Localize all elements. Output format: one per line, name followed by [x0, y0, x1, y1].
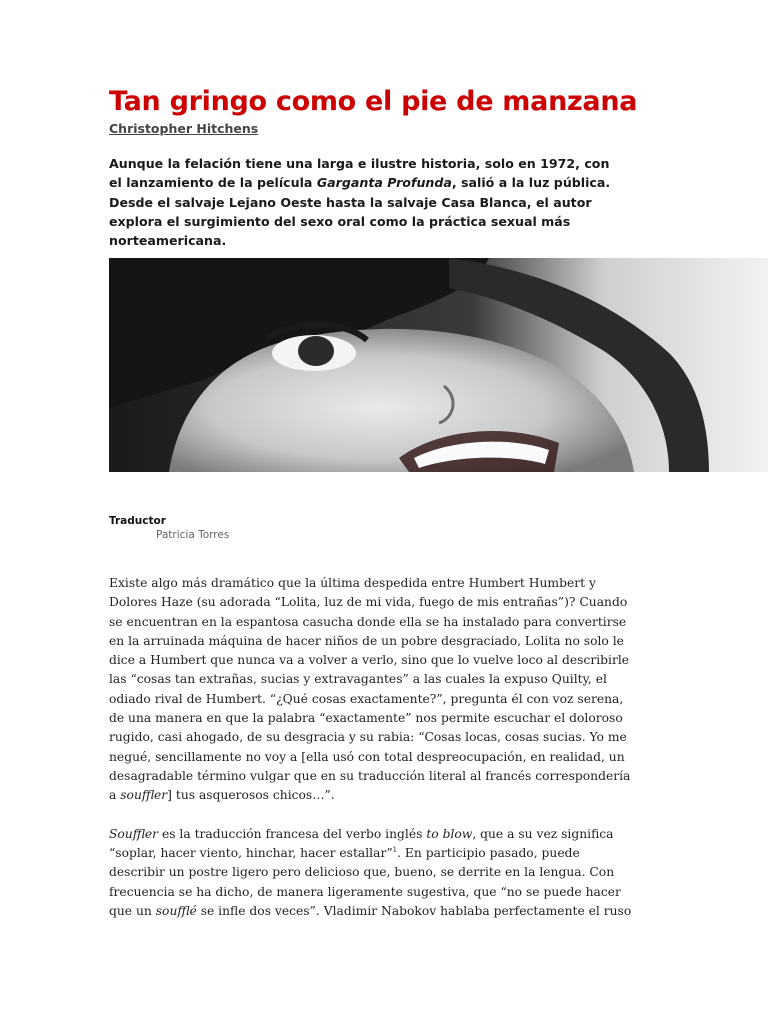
body-line: se encuentran en la espantosa casucha donde ella se ha instalado para convertirse	[109, 614, 627, 629]
body-line: Existe algo más dramático que la última despedida entre Humbert Humbert y	[109, 576, 596, 590]
italic-term: Souffler	[109, 826, 159, 841]
translator-label: Traductor	[109, 515, 166, 527]
body-line: negué, sencillamente no voy a [ella usó con total despreocupación, en realidad, un	[109, 749, 625, 764]
body-text: que un	[109, 904, 156, 919]
lede-line	[109, 173, 655, 192]
body-text: . En participio pasado, puede	[397, 846, 580, 861]
lede-text: el lanzamiento de la película	[109, 175, 317, 191]
footnote-ref[interactable]: 1	[392, 846, 398, 855]
translator-name: Patricia Torres	[156, 529, 230, 541]
body-text: , que a su vez significa	[472, 826, 614, 841]
lede-line: Aunque la felación tiene una larga e ilustre historia, solo en 1972, con	[109, 156, 610, 171]
article-photo	[109, 258, 768, 472]
article-lede	[109, 154, 655, 250]
italic-term: souffler	[120, 788, 168, 803]
lede-line: explora el surgimiento del sexo oral como la práctica sexual más	[109, 213, 571, 229]
lede-line: Desde el salvaje Lejano Oeste hasta la salvaje Casa Blanca, el autor	[109, 194, 592, 210]
body-line	[109, 844, 655, 863]
body-text: ] tus asquerosos chicos…”.	[167, 788, 335, 803]
body-line: describir un postre ligero pero delicioso que, bueno, se derrite en la lengua. Con	[109, 865, 615, 880]
body-line: frecuencia se ha dicho, de manera ligeramente sugestiva, que “no se puede hacer	[109, 884, 621, 899]
body-paragraph	[109, 825, 655, 921]
body-line	[109, 902, 655, 921]
lede-line: norteamericana.	[109, 233, 227, 249]
body-line: dice a Humbert que nunca va a volver a verlo, sino que lo vuelve loco al describirle	[109, 653, 630, 668]
body-line: de una manera en que la palabra “exactamente” nos permite escuchar el doloroso	[109, 711, 623, 726]
article-title: Tan gringo como el pie de manzana	[109, 86, 638, 117]
body-text: a	[109, 788, 121, 803]
body-line: odiado rival de Humbert. “¿Qué cosas exactamente?”, pregunta él con voz serena,	[109, 691, 624, 706]
italic-term: to blow	[426, 826, 473, 841]
film-title: Garganta Profunda	[316, 175, 452, 191]
author-link[interactable]: Christopher Hitchens	[109, 121, 259, 136]
body-line	[109, 825, 655, 844]
body-paragraph	[109, 574, 655, 806]
body-line: Dolores Haze (su adorada “Lolita, luz de mi vida, fuego de mis entrañas”)? Cuando	[109, 595, 628, 610]
body-text: se infle dos veces”. Vladimir Nabokov hablaba perfectamente el ruso	[196, 904, 632, 919]
italic-term: soufflé	[155, 904, 197, 919]
body-text: es la traducción francesa del verbo inglés	[158, 826, 427, 841]
body-line: las “cosas tan extrañas, sucias y extravagantes” a las cuales la expuso Quilty, el	[109, 672, 607, 687]
body-line	[109, 786, 655, 805]
article-header	[109, 86, 655, 250]
body-line: desagradable término vulgar que en su traducción literal al francés correspondería	[109, 768, 631, 783]
lede-text: , salió a la luz pública.	[451, 175, 611, 191]
article-body	[109, 574, 655, 921]
body-line: rugido, casi ahogado, de su desgracia y su rabia: “Cosas locas, cosas sucias. Yo me	[109, 730, 627, 745]
body-text: “soplar, hacer viento, hinchar, hacer estallar”	[109, 846, 393, 861]
body-line: en la arruinada máquina de hacer niños de un pobre desgraciado, Lolita no solo le	[109, 633, 624, 648]
